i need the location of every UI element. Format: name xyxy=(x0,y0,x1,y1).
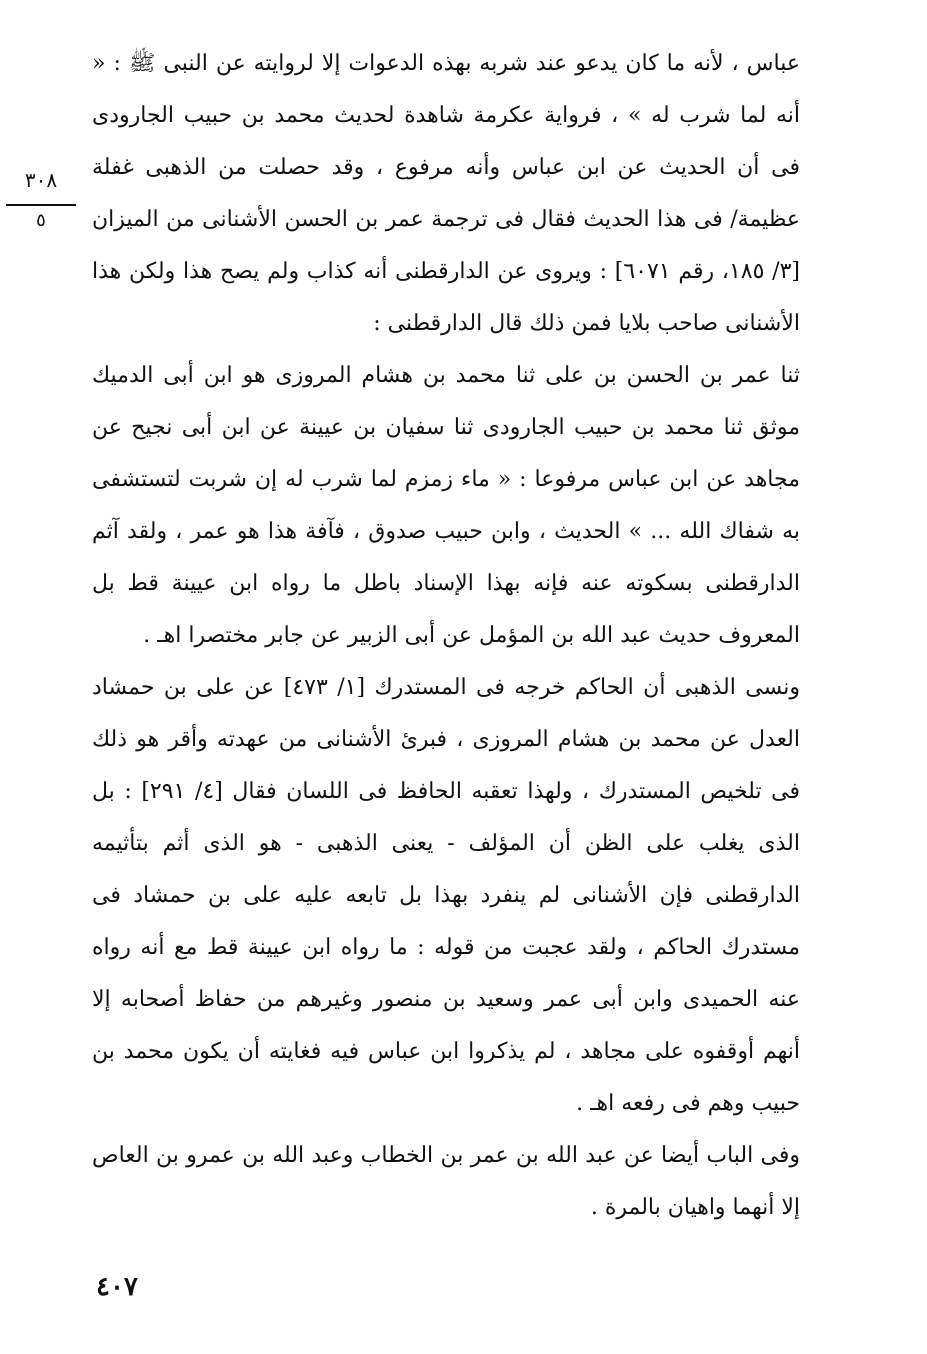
margin-reference-part: ٥ xyxy=(36,210,46,231)
margin-reference-divider xyxy=(6,204,76,206)
margin-reference xyxy=(6,168,76,232)
paragraph-2: ثنا عمر بن الحسن بن على ثنا محمد بن هشام المروزى هو ابن أبى الدميك موثق ثنا محمد بن حبيب الجارودى ثنا سفيان بن عيينة عن ابن أبى نجيح عن مجاهد عن ابن عباس مرفوعا : « ماء زمزم لما شرب له إن شربت لتستشفى به شفاك الله ... » الحديث ، وابن حبيب صدوق ، فآفة هذا هو عمر ، ولقد آثم الدارقطنى بسكوته عنه فإنه بهذا الإسناد باطل ما رواه ابن عيينة قط بل المعروف حديث عبد الله بن المؤمل عن أبى الزبير عن جابر مختصرا اهـ . xyxy=(92,363,800,648)
paragraph-1: عباس ، لأنه ما كان يدعو عند شربه بهذه الدعوات إلا لروايته عن النبى ﷺ : « أنه لما شرب له » ، فرواية عكرمة شاهدة لحديث محمد بن حبيب الجارودى فى أن الحديث عن ابن عباس وأنه مرفوع ، وقد حصلت من الذهبى غفلة عظيمة/ فى هذا الحديث فقال فى ترجمة عمر بن الحسن الأشنانى من الميزان [٣/ ١٨٥، رقم ٦٠٧١] : ويروى عن الدارقطنى أنه كذاب ولم يصح هذا ولكن هذا الأشنانى صاحب بلايا فمن ذلك قال الدارقطنى : xyxy=(92,51,801,336)
page-number: ٤٠٧ xyxy=(96,1272,138,1302)
paragraph-4: وفى الباب أيضا عن عبد الله بن عمر بن الخطاب وعبد الله بن عمرو بن العاص إلا أنهما واهيان بالمرة . xyxy=(92,1143,800,1220)
margin-reference-volume-page: ٣٠٨ xyxy=(24,168,58,192)
paragraph-3: ونسى الذهبى أن الحاكم خرجه فى المستدرك [١/ ٤٧٣] عن على بن حمشاد العدل عن محمد بن هشام المروزى ، فبرئ الأشنانى من عهدته وأقر هو ذلك فى تلخيص المستدرك ، ولهذا تعقبه الحافظ فى اللسان فقال [٤/ ٢٩١] : بل الذى يغلب على الظن أن المؤلف - يعنى الذهبى - هو الذى أثم بتأثيمه الدارقطنى فإن الأشنانى لم ينفرد بهذا بل تابعه عليه على بن حمشاد فى مستدرك الحاكم ، ولقد عجبت من قوله : ما رواه ابن عيينة قط مع أنه رواه عنه الحميدى وابن أبى عمر وسعيد بن منصور وغيرهم من حفاظ أصحابه إلا أنهم أوقفوه على مجاهد ، لم يذكروا ابن عباس فيه فغايته أن يكون محمد بن حبيب وهم فى رفعه اهـ . xyxy=(92,675,801,1116)
